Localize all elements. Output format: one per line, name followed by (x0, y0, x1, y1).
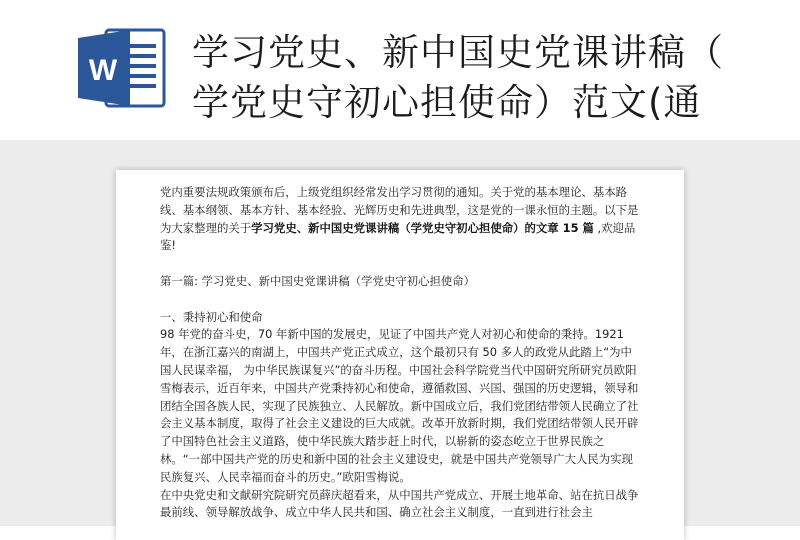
intro-paragraph (160, 184, 640, 255)
section-heading: 一、秉持初心和使命 (160, 309, 263, 324)
word-icon-letter: W (88, 54, 118, 87)
intro-tail: ,欢迎品鉴! (160, 220, 636, 253)
word-icon (76, 26, 168, 110)
paragraph-2: 在中央党史和文献研究院研究员薛庆超看来，从中国共产党成立、开展土地革命、站在抗日战争最前线、领导解放战争、成立中华人民共和国、确立社会主义制度，一直到进行社会主 (160, 487, 639, 520)
title-line-1: 学习党史、新中国史党课讲稿（ (192, 31, 724, 74)
article-title: 第一篇: 学习党史、新中国史党课讲稿（学党史守初心担使命） (160, 273, 476, 288)
intro-bold-text: 学习党史、新中国史党课讲稿（学党史守初心担使命）的文章 15 篇 (251, 220, 594, 235)
page-title (192, 28, 792, 128)
intro-text: 党内重要法规政策颁布后，上级党组织经常发出学习贯彻的通知。关于党的基本理论、基本路线、基本纲领、基本方针、基本经验、光辉历史和先进典型，这是党的一课永恒的主题。以下是为大家整理的关于 (160, 185, 639, 235)
header (0, 0, 800, 140)
document-content (160, 184, 640, 522)
paragraph-1: 98 年党的奋斗史，70 年新中国的发展史，见证了中国共产党人对初心和使命的秉持。1921 年，在浙江嘉兴的南湖上，中国共产党正式成立，这个最初只有 50 多人的政党从此踏上“为中国人民谋幸福， 为中华民族谋复兴”的奋斗历程。中国社会科学院党当代中国研究所研究员欧阳雪梅表示，近百年来，中国共产党秉持初心和使命，遵循救国、兴国、强国的历史逻辑，领导和团结全国各族人民，实现了民族独立、人民解放。新中国成立后，我们党团结带领人民确立了社会主义基本制度，取得了社会主义建设的巨大成就。改革开放新时期，我们党团结带领人民开辟了中国特色社会主义道路，使中华民族大踏步赶上时代，以崭新的姿态屹立于世界民族之林。“一部中国共产党的历史和新中国的社会主义建设史，就是中国共产党领导广大人民为实现民族复兴、人民幸福而奋斗的历史。”欧阳雪梅说。 (160, 327, 639, 484)
title-line-2: 学党史守初心担使命）范文(通 (192, 81, 702, 124)
